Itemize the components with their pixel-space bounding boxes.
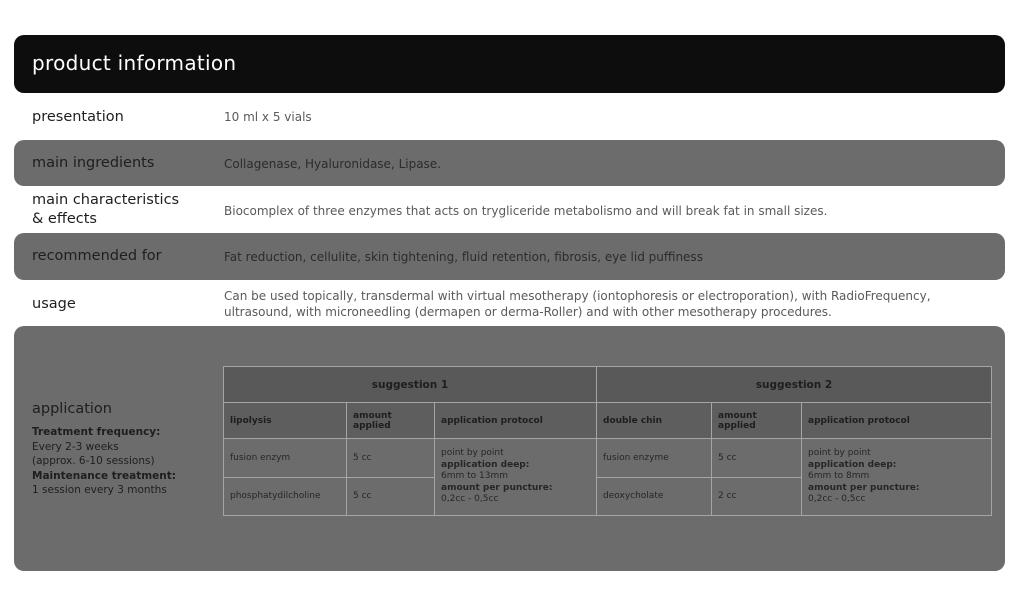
maint-value: 1 session every 3 months [32,484,167,496]
freq-title: Treatment frequency: [32,426,161,438]
application-label: application [32,401,112,417]
row-label: main ingredients [32,155,155,171]
protocol-line: 0,2cc - 0,5cc [441,494,499,505]
table-cell: phosphatydilcholine [224,477,347,515]
protocol-line: application deep: [441,459,530,470]
maint-title: Maintenance treatment: [32,469,176,482]
protocol-line: application deep: [808,459,897,470]
table-row [224,439,992,477]
column-header: lipolysis [224,403,347,439]
column-header: amount applied [712,403,802,439]
row-value: Biocomplex of three enzymes that acts on trygliceride metabolismo and will break fat in small sizes. [224,204,828,218]
row-value: 10 ml x 5 vials [224,110,312,124]
table-cell: deoxycholate [597,477,712,515]
row-usage [14,282,1005,324]
freq-line: (approx. 6-10 sessions) [32,455,155,467]
column-header: application protocol [435,403,597,439]
row-presentation [14,98,1005,138]
protocol-line: amount per puncture: [808,482,920,493]
table-cell: 5 cc [347,439,435,477]
table-cell: fusion enzyme [597,439,712,477]
protocol-line: point by point [808,448,871,459]
table-cell: 5 cc [712,439,802,477]
protocol-line: point by point [441,448,504,459]
protocol-cell [802,439,992,516]
protocol-cell [435,439,597,516]
suggestion-1-title: suggestion 1 [224,367,597,403]
suggestion-2-title: suggestion 2 [597,367,992,403]
row-label: recommended for [32,248,162,264]
table-cell: 5 cc [347,477,435,515]
row-value-line: ultrasound, with microneedling (dermapen or derma-Roller) and with other mesotherapy procedures. [224,305,832,319]
row-label-line: & effects [32,211,97,227]
row-value-line: Can be used topically, transdermal with virtual mesotherapy (iontophoresis or electroporation), with RadioFrequency, [224,289,931,303]
column-header: application protocol [802,403,992,439]
row-value: Collagenase, Hyaluronidase, Lipase. [224,157,442,171]
freq-line: Every 2-3 weeks [32,440,119,453]
application-details [32,425,222,498]
column-header: double chin [597,403,712,439]
table-cell: fusion enzym [224,439,347,477]
row-label: usage [32,296,76,312]
row-recommended-for [14,233,1005,280]
row-label: presentation [32,109,124,125]
row-main-characteristics [14,188,1005,232]
protocol-line: 0,2cc - 0,5cc [808,494,866,505]
row-label [32,191,179,229]
row-label-line: main characteristics [32,192,180,208]
page-header [14,35,1005,93]
table-cell: 2 cc [712,477,802,515]
suggestions-table [223,366,992,516]
row-main-ingredients [14,140,1005,186]
row-value: Fat reduction, cellulite, skin tightening, fluid retention, fibrosis, eye lid puffiness [224,250,703,264]
protocol-line: amount per puncture: [441,482,553,493]
page-title: product information [32,51,237,75]
column-header: amount applied [347,403,435,439]
application-section [14,326,1005,571]
protocol-line: 6mm to 8mm [808,471,870,482]
row-value [224,288,994,320]
protocol-line: 6mm to 13mm [441,471,509,482]
